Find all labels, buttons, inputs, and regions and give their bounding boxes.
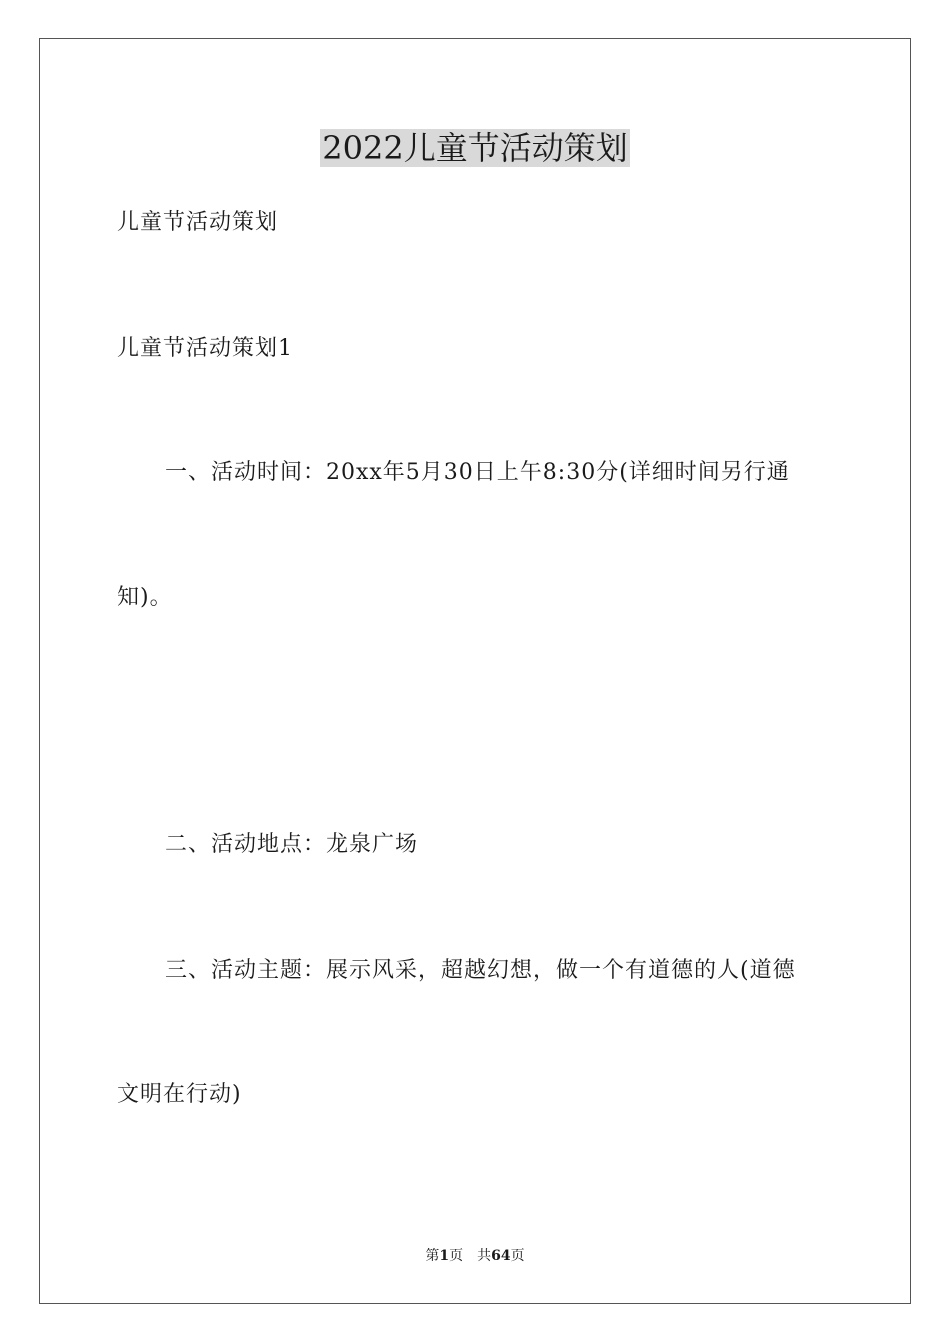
document-subtitle: 儿童节活动策划 [117,210,279,235]
document-title-text: 2022儿童节活动策划 [322,129,628,167]
page-number-footer [0,1246,950,1266]
paragraph-activity-time: 一、活动时间：20xx年5月30日上午8:30分(详细时间另行通 [165,460,790,485]
page-suffix: 页 [510,1248,525,1264]
paragraph-activity-theme: 三、活动主题：展示风采，超越幻想，做一个有道德的人(道德 [165,958,796,983]
page-prefix: 第 [425,1248,440,1264]
page-mid-text: 页 共 [449,1248,492,1264]
paragraph-activity-time-continued: 知)。 [117,585,173,610]
current-page-number: 1 [439,1248,450,1264]
document-title [0,125,950,171]
total-page-count: 64 [491,1248,511,1264]
paragraph-activity-theme-continued: 文明在行动) [117,1082,242,1107]
section-heading: 儿童节活动策划1 [117,336,293,361]
paragraph-activity-location: 二、活动地点：龙泉广场 [165,832,419,857]
